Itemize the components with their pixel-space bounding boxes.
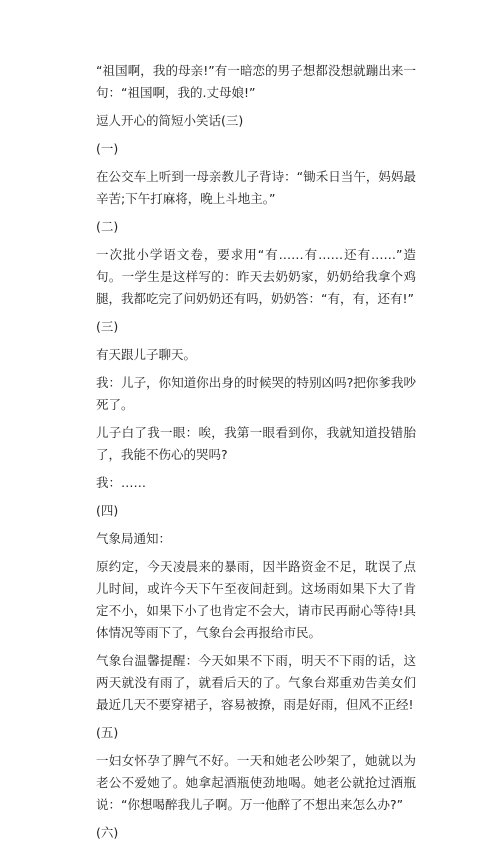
paragraph: 一次批小学语文卷，要求用“有……有……还有……”造句。一学生是这样写的：昨天去奶奶家，奶奶给我拿个鸡腿，我都吃完了问奶奶还有吗，奶奶答：“有，有，还有!” (96, 247, 416, 306)
paragraph: 有天跟儿子聊天。 (96, 347, 197, 362)
document-body (96, 60, 416, 850)
section-number: (一) (96, 141, 119, 156)
section-number: (六) (96, 825, 119, 840)
paragraph: 原约定，今天凌晨来的暴雨，因半路资金不足，耽误了点儿时间，或许今天下午至夜间赶到。这场雨如果下大了肯定不小，如果下小了也肯定不会大，请市民再耐心等待!具体情况等雨下了，气象台会再报给市民。 (96, 559, 416, 640)
paragraph: 一妇女怀孕了脾气不好。一天和她老公吵架了，她就以为老公不爱她了。她拿起酒瓶使劲地喝。她老公就抢过酒瓶说：“你想喝醉我儿子啊。万一他醉了不想出来怎么办?” (96, 753, 416, 812)
section-number: (三) (96, 319, 119, 334)
paragraph: 儿子白了我一眼：唉，我第一眼看到你，我就知道投错胎了，我能不伤心的哭吗? (96, 425, 416, 462)
section-number: (四) (96, 503, 119, 518)
section-number: (五) (96, 725, 119, 740)
paragraph: 气象台温馨提醒：今天如果不下雨，明天不下雨的话，这两天就没有雨了，就看后天的了。气象台郑重劝告美女们最近几天不要穿裙子，容易被撩，雨是好雨，但风不正经! (96, 653, 416, 712)
paragraph: 在公交车上听到一母亲教儿子背诗：“锄禾日当午，妈妈最辛苦;下午打麻将，晚上斗地主。” (96, 169, 416, 206)
section-title: 逗人开心的简短小笑话(三) (96, 113, 244, 128)
section-number: (二) (96, 219, 119, 234)
paragraph: 我：…… (96, 475, 147, 490)
paragraph: “祖国啊，我的母亲!”有一暗恋的男子想都没想就蹦出来一句：“祖国啊，我的.丈母娘!” (96, 63, 416, 100)
paragraph: 气象局通知： (96, 531, 172, 546)
paragraph: 我：儿子，你知道你出身的时候哭的特别凶吗?把你爹我吵死了。 (96, 375, 416, 412)
